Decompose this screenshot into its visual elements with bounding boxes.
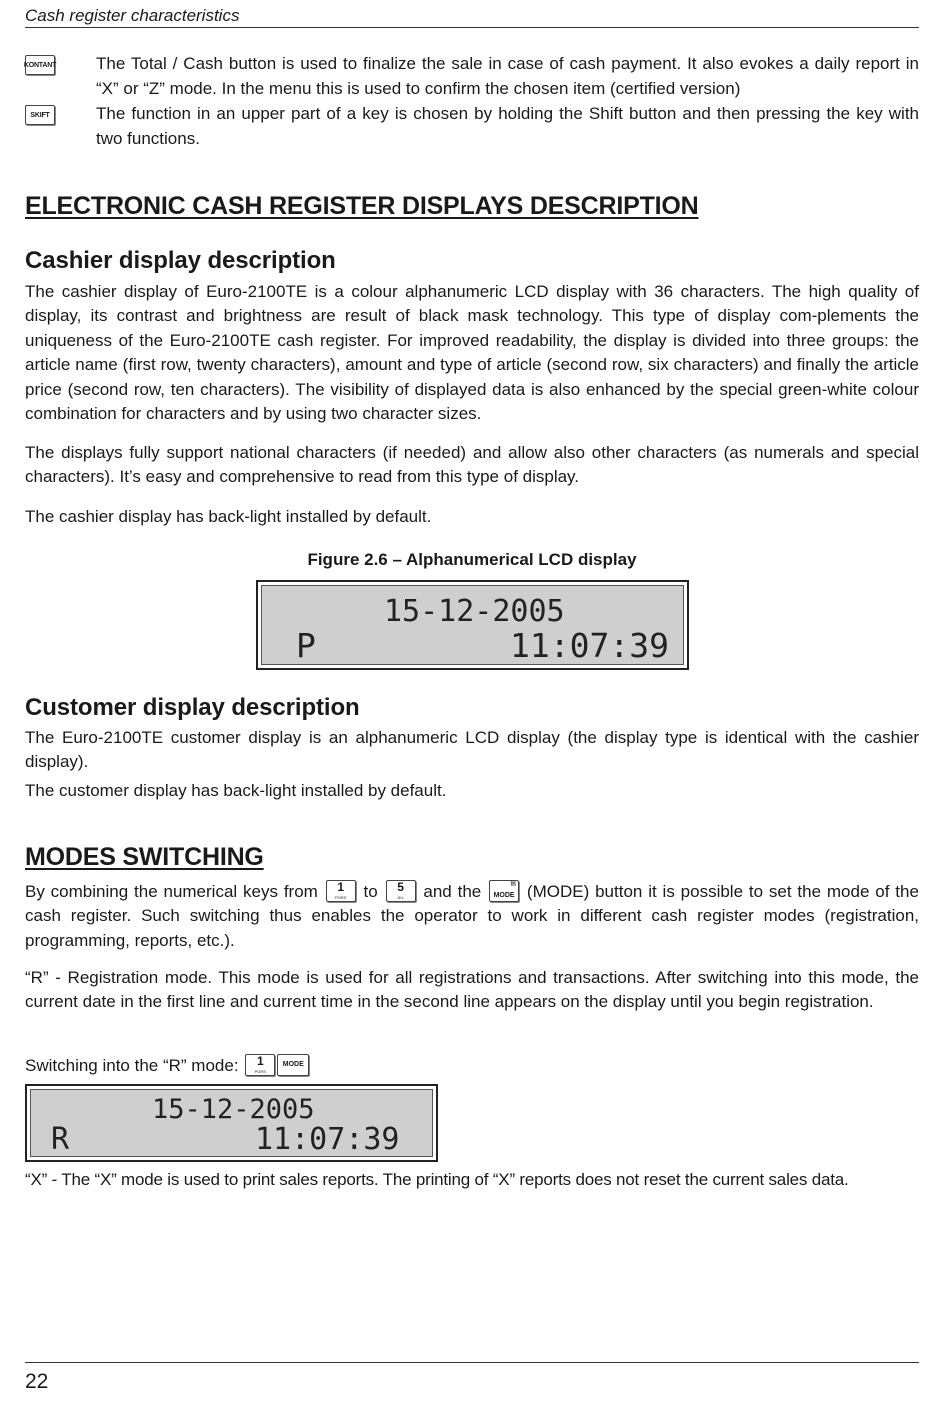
lcd-screen — [30, 1089, 433, 1157]
lcd-date: 15-12-2005 — [384, 594, 565, 629]
lcd-screen — [261, 585, 684, 665]
section-title-modes: MODES SWITCHING — [25, 843, 264, 871]
key-description-text: The Total / Cash button is used to finalize the sale in case of cash payment. It also evokes a daily report in “X” or “Z” mode. In the menu this is used to confirm the chosen item (certified version) — [96, 54, 919, 98]
modes-paragraph-1 — [25, 880, 919, 953]
key-5-icon: 5 JKL — [386, 880, 416, 902]
modes-text-b: and the — [423, 882, 482, 901]
footer-divider — [25, 1362, 919, 1363]
mode-key-icon: ▤ MODE — [489, 880, 519, 902]
modes-paragraph-x-mode: “X” - The “X” mode is used to print sales reports. The printing of “X” reports does not reset the current sales data. — [25, 1170, 849, 1189]
cashier-paragraph-2: The displays fully support national characters (if needed) and allow also other characters (as numerals and special characters). It’s easy and comprehensive to read from this type of display. — [25, 443, 919, 487]
customer-paragraph-1: The Euro-2100TE customer display is an alphanumeric LCD display (the display type is identical with the cashier display). — [25, 728, 919, 772]
lcd-time: 11:07:39 — [255, 1122, 400, 1157]
section-title-displays: ELECTRONIC CASH REGISTER DISPLAYS DESCRIPTION — [25, 192, 699, 220]
running-header: Cash register characteristics — [25, 5, 919, 28]
modes-switch-r — [25, 1054, 919, 1078]
switch-r-text: Switching into the “R” mode: — [25, 1056, 239, 1075]
figure-caption: Figure 2.6 – Alphanumerical LCD display — [307, 550, 637, 569]
skift-key-icon: SKIFT — [25, 105, 55, 125]
mode-key-icon: MODE — [277, 1054, 309, 1076]
lcd-mode-indicator: R — [51, 1122, 70, 1157]
lcd-time: 11:07:39 — [510, 626, 669, 665]
subsection-title-cashier: Cashier display description — [25, 247, 336, 274]
subsection-title-customer: Customer display description — [25, 694, 360, 721]
key-description-text: The function in an upper part of a key is chosen by holding the Shift button and then pressing the key with two functions. — [96, 104, 919, 148]
modes-paragraph-r-mode: “R” - Registration mode. This mode is used for all registrations and transactions. After switching into this mode, the current date in the first line and current time in the second line appears on the display until you begin registration. — [25, 968, 919, 1012]
modes-text-to: to — [363, 882, 378, 901]
lcd-date: 15-12-2005 — [152, 1094, 315, 1125]
cashier-paragraph-1: The cashier display of Euro-2100TE is a colour alphanumeric LCD display with 36 characters. The high quality of display, its contrast and brightness are result of black mask technology. This type of display com-plements the uniqueness of the Euro-2100TE cash register. For improved readability, the display is divided into three groups: the article name (first row, twenty characters), amount and type of article (second row, six characters) and finally the article price (second row, ten characters). The visibility of displayed data is also enhanced by the special green-white colour combination for characters and by using two character sizes. — [25, 282, 919, 424]
lcd-display-figure — [256, 580, 689, 670]
lcd-mode-indicator: P — [296, 626, 316, 665]
key-1-icon: 1 PGRS — [326, 880, 356, 902]
kontant-key-icon: KONTANT — [25, 55, 55, 75]
cashier-paragraph-3: The cashier display has back-light installed by default. — [25, 507, 432, 526]
modes-text-c: (MODE) button it is possible to set the mode of the cash register. Such switching thus enables the operator to work in different cash register modes (registration, programming, reports, etc.). — [25, 882, 919, 950]
key-1-icon: 1 PGRS — [245, 1054, 275, 1076]
modes-text-a: By combining the numerical keys from — [25, 882, 318, 901]
customer-paragraph-2: The customer display has back-light installed by default. — [25, 781, 447, 800]
lcd-display-r-mode — [25, 1084, 438, 1162]
page-number: 22 — [25, 1370, 49, 1393]
